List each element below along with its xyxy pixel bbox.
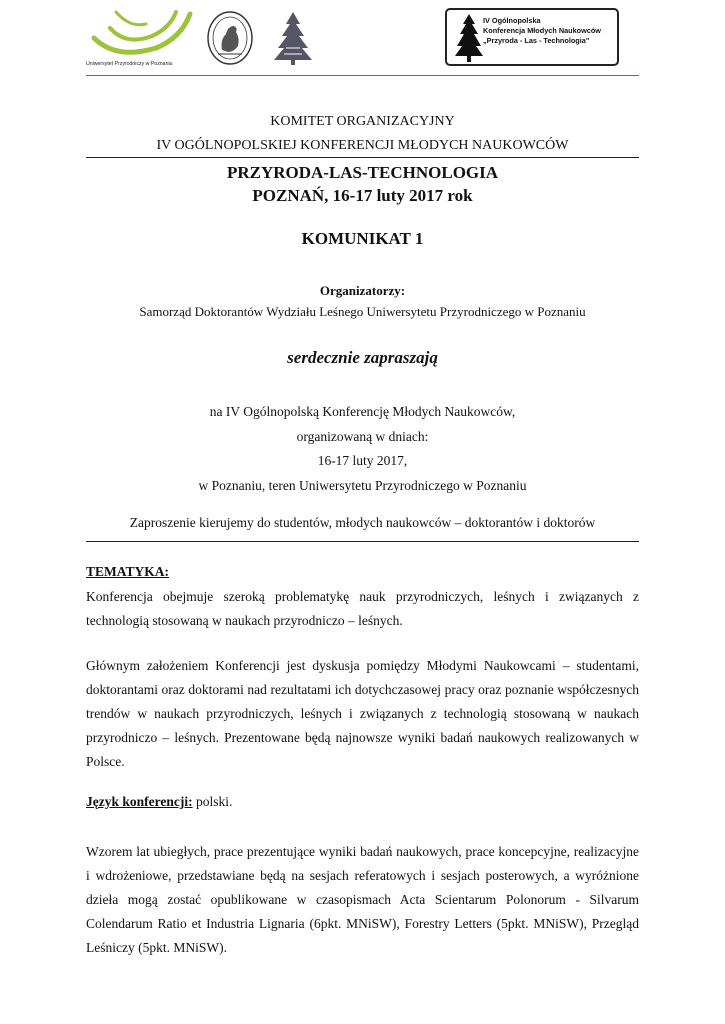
invite-line: 16-17 luty 2017, (317, 453, 408, 468)
place-date: POZNAŃ, 16-17 luty 2017 rok (252, 186, 473, 205)
header-divider (86, 75, 639, 76)
conference-logo-line3: „Przyroda - Las - Technologia" (483, 36, 590, 45)
invite-details (86, 400, 639, 498)
organizers-name: Samorząd Doktorantów Wydziału Leśnego Uniwersytetu Przyrodniczego w Poznaniu (139, 304, 586, 319)
language-line (86, 794, 232, 810)
publication-paragraph: Wzorem lat ubiegłych, prace prezentujące wyniki badań naukowych, prace koncepcyjne, realizacyjne i wdrożeniowe, przedstawiane będą na sesjach referatowych i sesjach posterowych, a wyróżnione dzieła mogą zostać opublikowane w czasopismach Acta Scientarum Polonorum - Silvarum Colendarum Ratio et Industria Lignaria (6pkt. MNiSW), Forestry Letters (5pkt. MNiSW), Przegląd Leśniczy (5pkt. MNiSW). (86, 844, 639, 955)
section-divider (86, 541, 639, 542)
language-label: Język konferencji: (86, 794, 193, 809)
grouse-seal-icon (206, 10, 254, 66)
seal-logo (206, 10, 254, 66)
audience-note: Zaproszenie kierujemy do studentów, młodych naukowców – doktorantów i doktorów (129, 515, 596, 530)
committee-title: KOMITET ORGANIZACYJNY (270, 114, 455, 129)
university-logo-caption: Uniwersytet Przyrodniczy w Poznaniu (86, 61, 173, 67)
conference-logo-text (483, 16, 601, 46)
title-divider (86, 157, 639, 158)
conference-logo-box (445, 8, 619, 66)
topics-paragraph-2: Głównym założeniem Konferencji jest dyskusja pomiędzy Młodymi Naukowcami – studentami, doktorantami oraz doktorami nad rezultatami ich dotychczasowej pracy oraz poznanie współczesnych trendów w naukach przyrodniczych, leśnych i związanych z technologią stosowaną w naukach przyrodniczo – leśnych. Prezentowane będą najnowsze wyniki badań naukowych realizowanych w Polsce. (86, 658, 639, 769)
pine-tree-icon (455, 14, 483, 62)
language-value: polski. (192, 794, 233, 809)
invite-line: na IV Ogólnopolską Konferencję Młodych Naukowców, (209, 404, 516, 419)
announcement-title: KOMUNIKAT 1 (301, 229, 424, 248)
conference-title: IV OGÓLNOPOLSKIEJ KONFERENCJI MŁODYCH NAUKOWCÓW (156, 138, 569, 153)
conference-logo-line1: IV Ogólnopolska (483, 16, 541, 25)
university-logo-icon (86, 8, 196, 60)
spruce-tree-icon (262, 10, 324, 66)
organizers-label: Organizatorzy: (319, 283, 406, 298)
invite-headline: serdecznie zapraszają (287, 348, 438, 367)
university-logo (86, 8, 196, 68)
theme-title: PRZYRODA-LAS-TECHNOLOGIA (226, 163, 499, 182)
topics-heading: TEMATYKA: (86, 564, 169, 579)
invite-line: organizowaną w dniach: (296, 428, 429, 444)
invite-line: w Poznaniu, teren Uniwersytetu Przyrodniczego w Poznaniu (198, 477, 527, 493)
conference-logo-line2: Konferencja Młodych Naukowców (483, 26, 601, 35)
forestry-logo (262, 10, 324, 66)
topics-paragraph-1: Konferencja obejmuje szeroką problematykę nauk przyrodniczych, leśnych i związanych z technologią stosowaną w naukach przyrodniczo – leśnych. (86, 589, 639, 628)
